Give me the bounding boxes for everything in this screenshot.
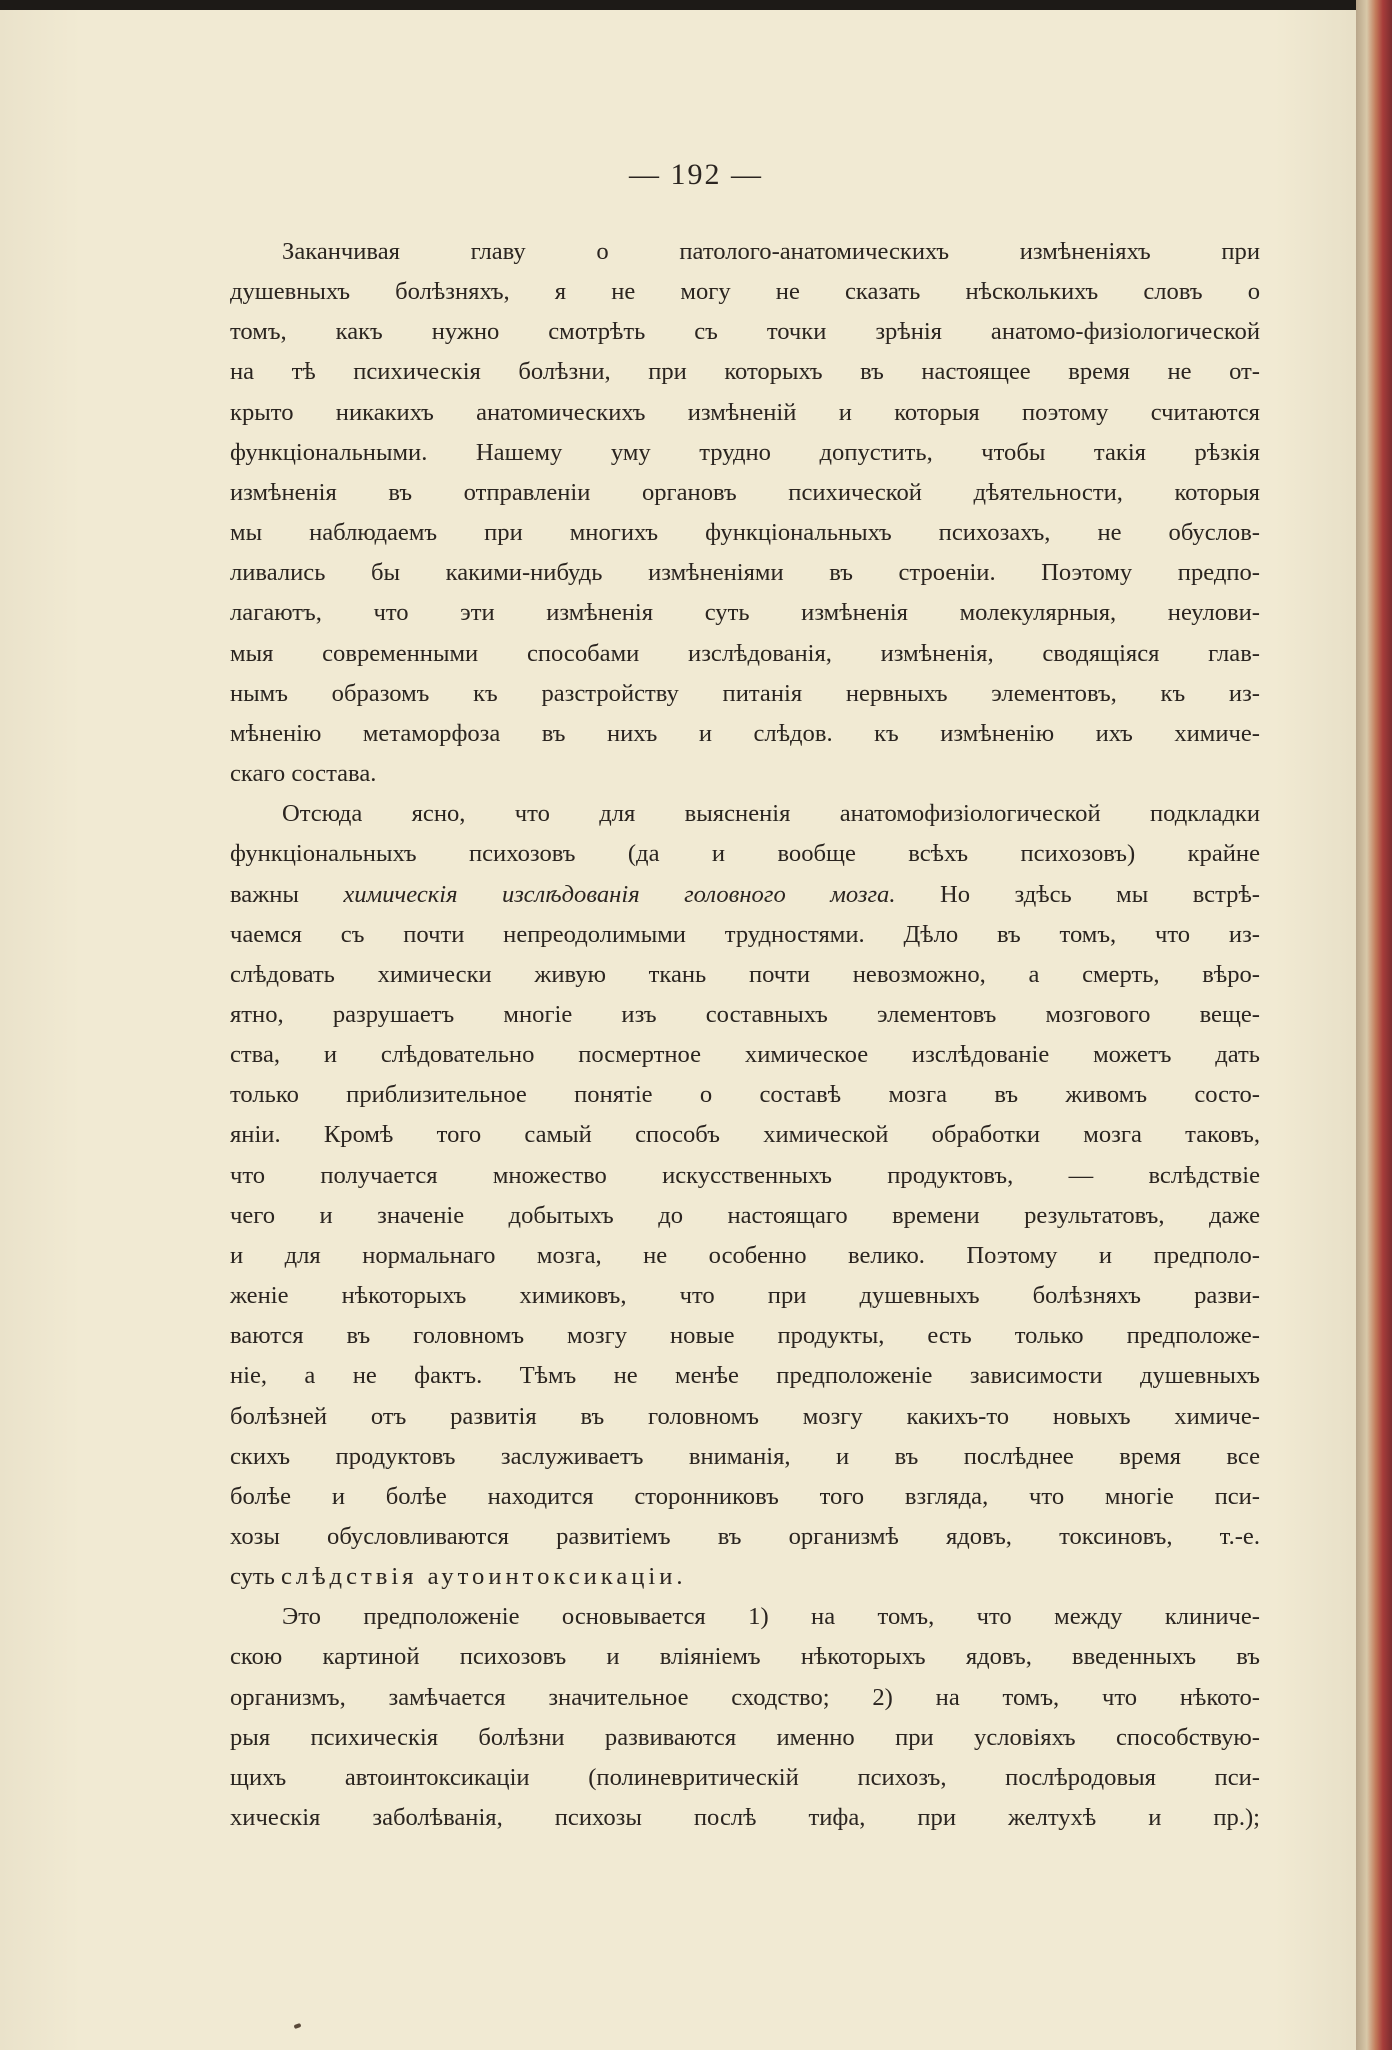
text-segment: Но здѣсь мы встрѣ- <box>939 880 1260 908</box>
text-line: ливались бы какими-нибудь измѣненіями въ строеніи. Поэтому предпо- <box>230 559 1260 587</box>
text-line: мѣненію метаморфоза въ нихъ и слѣдов. къ измѣненію ихъ химиче- <box>230 719 1260 747</box>
text-line: ятно, разрушаетъ многіе изъ составныхъ элементовъ мозгового веще- <box>230 1000 1260 1028</box>
text-line: Заканчивая главу о патолого-анатомическихъ измѣненіяхъ при <box>282 238 1260 265</box>
text-line <box>230 875 1260 915</box>
text-line: что получается множество искусственныхъ продуктовъ, — вслѣдствіе <box>230 1161 1260 1189</box>
text-line: мыя современными способами изслѣдованія, измѣненія, сводящіяся глав- <box>230 639 1260 667</box>
text-line: душевныхъ болѣзняхъ, я не могу не сказать нѣсколькихъ словъ о <box>230 278 1260 306</box>
text-line: измѣненія въ отправленіи органовъ психической дѣятельности, которыя <box>230 478 1260 506</box>
paragraph <box>230 1597 1260 1838</box>
text-line: только приблизительное понятіе о составѣ мозга въ живомъ состо- <box>230 1081 1260 1109</box>
emphasized-text: химическія изслѣдованія головного мозга. <box>343 880 896 908</box>
text-line: чаемся съ почти непреодолимыми трудностями. Дѣло въ томъ, что из- <box>230 920 1260 948</box>
text-line: ніе, а не фактъ. Тѣмъ не менѣе предположеніе зависимости душевныхъ <box>230 1362 1260 1390</box>
paragraph <box>230 794 1260 1597</box>
text-line: женіе нѣкоторыхъ химиковъ, что при душевныхъ болѣзняхъ разви- <box>230 1282 1260 1310</box>
text-line: лагаютъ, что эти измѣненія суть измѣненія молекулярныя, неулови- <box>230 599 1260 627</box>
text-line: функціональныхъ психозовъ (да и вообще всѣхъ психозовъ) крайне <box>230 840 1260 868</box>
spaced-emphasis-text: слѣдствія аутоинтоксикаціи. <box>281 1563 687 1591</box>
text-line <box>230 1557 1260 1597</box>
ink-speck <box>294 2023 302 2029</box>
text-line: Отсюда ясно, что для выясненія анатомофизіологической подкладки <box>282 800 1260 828</box>
text-line: ства, и слѣдовательно посмертное химическое изслѣдованіе можетъ дать <box>230 1041 1260 1069</box>
text-segment: суть <box>230 1563 275 1591</box>
text-line: щихъ автоинтоксикаціи (полиневритическій психозъ, послѣродовыя пси- <box>230 1763 1260 1791</box>
text-line: яніи. Кромѣ того самый способъ химической обработки мозга таковъ, <box>230 1121 1260 1149</box>
page-number: — 192 — <box>629 158 763 191</box>
text-line: Это предположеніе основывается 1) на томъ, что между клиниче- <box>282 1603 1260 1631</box>
text-line: хозы обусловливаются развитіемъ въ организмѣ ядовъ, токсиновъ, т.-е. <box>230 1523 1260 1550</box>
text-line: организмъ, замѣчается значительное сходство; 2) на томъ, что нѣкото- <box>230 1683 1260 1711</box>
text-line: слѣдовать химически живую ткань почти невозможно, а смерть, вѣро- <box>230 960 1260 988</box>
text-line: ваются въ головномъ мозгу новые продукты, есть только предположе- <box>230 1322 1260 1350</box>
text-line: томъ, какъ нужно смотрѣть съ точки зрѣнія анатомо-физіологической <box>230 318 1260 346</box>
text-line: болѣзней отъ развитія въ головномъ мозгу какихъ-то новыхъ химиче- <box>230 1402 1260 1430</box>
text-segment: важны <box>230 880 299 908</box>
text-line: крыто никакихъ анатомическихъ измѣненій и которыя поэтому считаются <box>230 398 1260 426</box>
page-edge <box>1356 0 1392 2050</box>
text-line: скихъ продуктовъ заслуживаетъ вниманія, и въ послѣднее время все <box>230 1442 1260 1470</box>
text-line: нымъ образомъ къ разстройству питанія нервныхъ элементовъ, къ из- <box>230 679 1260 707</box>
text-line: скаго состава. <box>230 760 377 788</box>
text-line: мы наблюдаемъ при многихъ функціональныхъ психозахъ, не обуслов- <box>230 519 1260 547</box>
paragraph <box>230 232 1260 794</box>
text-line: рыя психическія болѣзни развиваются именно при условіяхъ способствую- <box>230 1723 1260 1751</box>
text-line: и для нормальнаго мозга, не особенно велико. Поэтому и предполо- <box>230 1241 1260 1269</box>
text-line: функціональными. Нашему уму трудно допустить, чтобы такія рѣзкія <box>230 438 1260 466</box>
text-line: на тѣ психическія болѣзни, при которыхъ въ настоящее время не от- <box>230 358 1260 386</box>
body-text <box>230 232 1260 1838</box>
text-line: скою картиной психозовъ и вліяніемъ нѣкоторыхъ ядовъ, введенныхъ въ <box>230 1643 1260 1671</box>
text-line: чего и значеніе добытыхъ до настоящаго времени результатовъ, даже <box>230 1201 1260 1229</box>
text-line: хическія заболѣванія, психозы послѣ тифа, при желтухѣ и пр.); <box>230 1804 1260 1832</box>
text-line: болѣе и болѣе находится сторонниковъ того взгляда, что многіе пси- <box>230 1482 1260 1510</box>
